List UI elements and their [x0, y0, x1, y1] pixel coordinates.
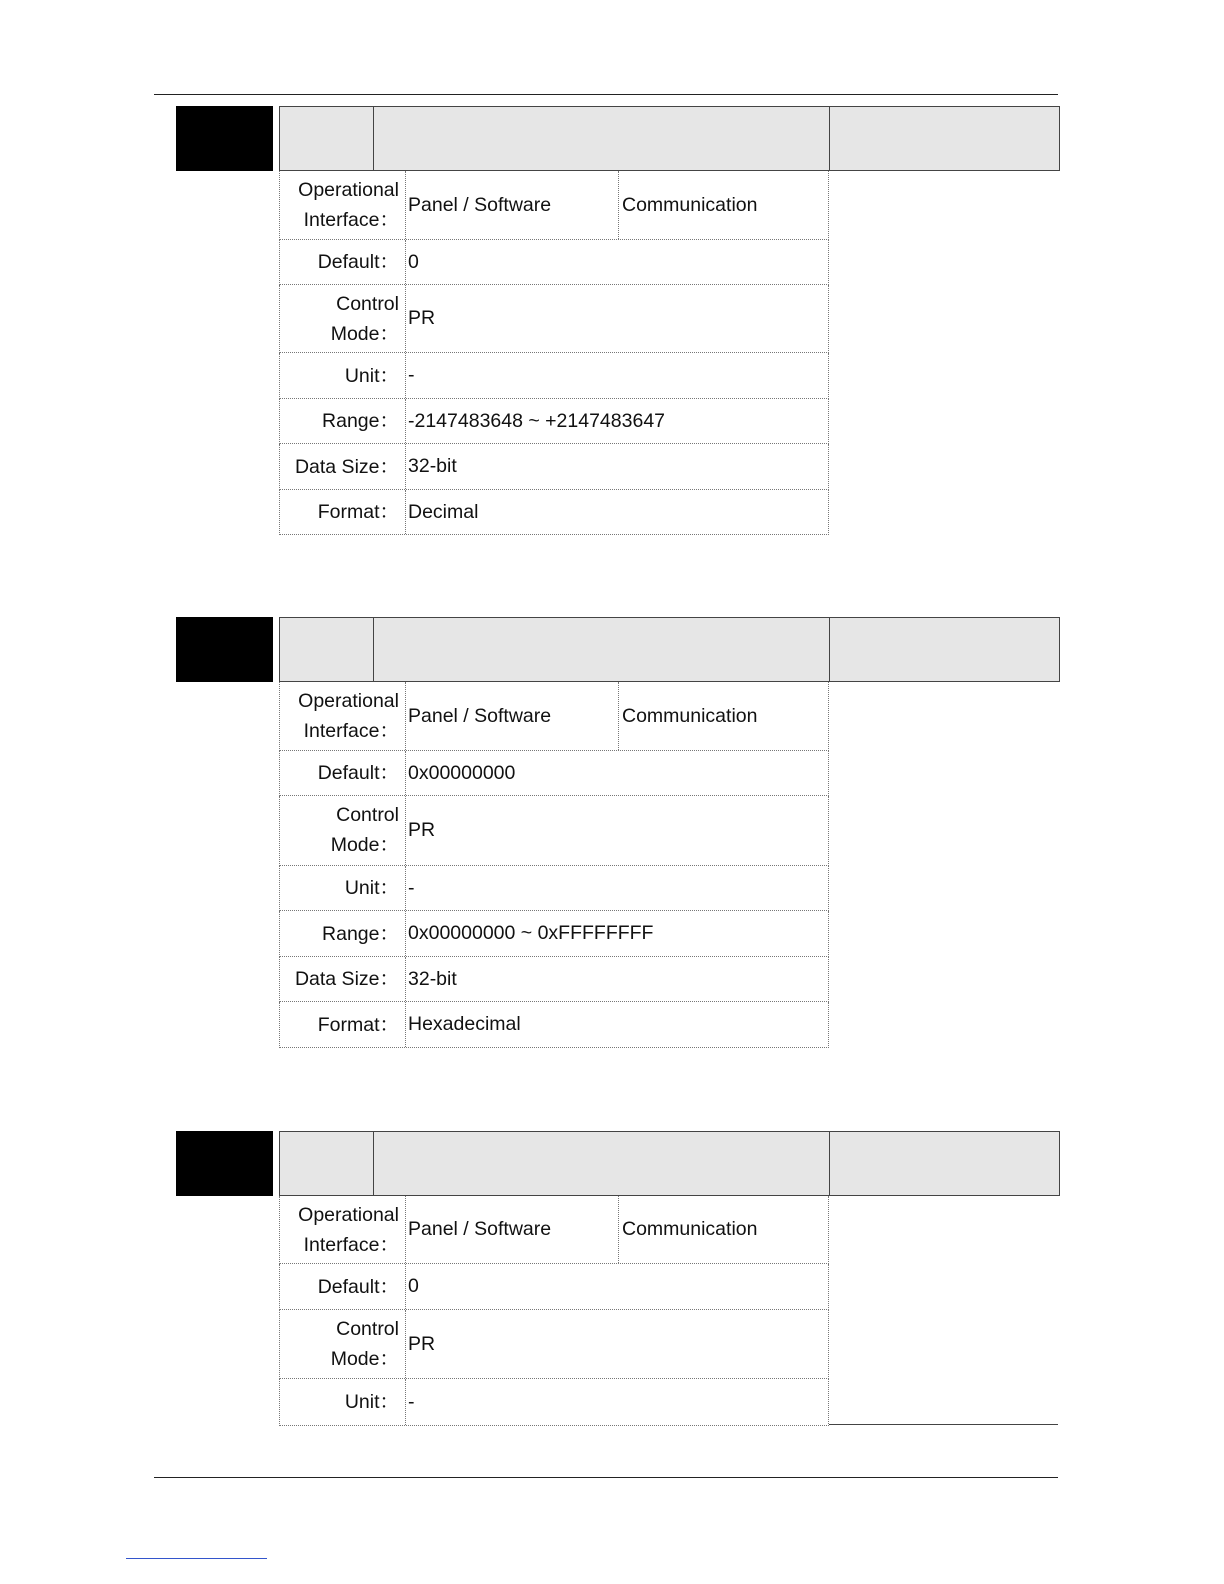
row-unit: Unit： -: [279, 1379, 829, 1426]
row-control-mode: Control Mode： PR: [279, 1310, 829, 1379]
parameter-attributes-table: [279, 1196, 829, 1426]
table-bottom-rule: [829, 1424, 1058, 1425]
interface-panel: Panel / Software: [408, 171, 619, 239]
row-operational-interface: Operational Interface： Panel / Software Communication: [279, 1196, 829, 1264]
footer-link-underline: [126, 1558, 267, 1559]
row-format: Format： Decimal: [279, 490, 829, 535]
row-control-mode: Control Mode： PR: [279, 285, 829, 353]
row-range: Range： -2147483648 ~ +2147483647: [279, 399, 829, 444]
row-range: Range： 0x00000000 ~ 0xFFFFFFFF: [279, 911, 829, 957]
row-default: Default： 0x00000000: [279, 751, 829, 796]
row-operational-interface: Operational Interface： Panel / Software Communication: [279, 682, 829, 751]
parameter-header: [279, 106, 1060, 171]
parameter-header: [279, 617, 1060, 682]
interface-communication: Communication: [622, 704, 758, 727]
row-data-size: Data Size： 32-bit: [279, 444, 829, 490]
parameter-attributes-table: [279, 682, 829, 1048]
parameter-code-tab: [176, 1131, 273, 1196]
row-unit: Unit： -: [279, 353, 829, 399]
parameter-code-tab: [176, 617, 273, 682]
row-control-mode: Control Mode： PR: [279, 796, 829, 866]
interface-panel: Panel / Software: [408, 682, 619, 750]
row-operational-interface: Operational Interface： Panel / Software Communication: [279, 171, 829, 240]
parameter-code-tab: [176, 106, 273, 171]
interface-communication: Communication: [622, 193, 758, 216]
interface-communication: Communication: [622, 1218, 758, 1240]
interface-panel: Panel / Software: [408, 1196, 619, 1263]
row-default: Default： 0: [279, 240, 829, 285]
row-default: Default： 0: [279, 1264, 829, 1310]
parameter-attributes-table: [279, 171, 829, 535]
header-rule: [154, 94, 1058, 95]
row-data-size: Data Size： 32-bit: [279, 957, 829, 1002]
row-format: Format： Hexadecimal: [279, 1002, 829, 1048]
row-unit: Unit： -: [279, 866, 829, 911]
footer-rule: [154, 1477, 1058, 1478]
parameter-header: [279, 1131, 1060, 1196]
